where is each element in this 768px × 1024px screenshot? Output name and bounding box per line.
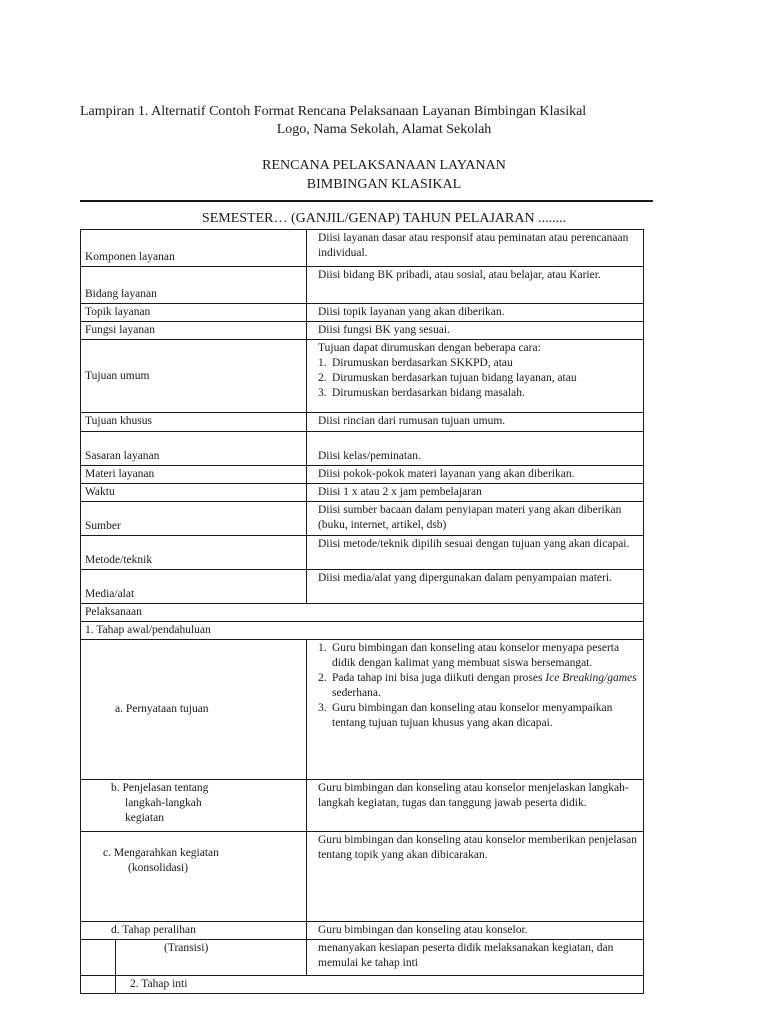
table-row (81, 922, 644, 940)
row-value-komponen: Diisi layanan dasar atau responsif atau peminatan atau perencanaan individual. (307, 230, 644, 267)
row-value-metode: Diisi metode/teknik dipilih sesuai dengan tujuan yang akan dicapai. (307, 536, 644, 570)
table-row (81, 832, 644, 922)
row-value-bidang: Diisi bidang BK pribadi, atau sosial, atau belajar, atau Karier. (307, 267, 644, 304)
list-item: 3. Dirumuskan berdasarkan bidang masalah. (318, 387, 525, 399)
row-label-media: Media/alat (81, 570, 307, 604)
row-label-tujuan-khusus: Tujuan khusus (81, 413, 307, 432)
table-row (81, 940, 644, 976)
row-value-materi: Diisi pokok-pokok materi layanan yang akan diberikan. (307, 466, 644, 484)
row-label-peralihan: d. Tahap peralihan (81, 922, 307, 940)
tujuan-umum-list (318, 356, 639, 401)
table-row (81, 230, 644, 267)
row-value-pernyataan-tujuan (307, 640, 644, 780)
row-label-sasaran: Sasaran layanan (81, 432, 307, 466)
row-label-tujuan-umum: Tujuan umum (81, 340, 307, 413)
semester-line: SEMESTER… (GANJIL/GENAP) TAHUN PELAJARAN ........ (201, 211, 567, 226)
document-title-line1: RENCANA PELAKSANAAN LAYANAN (262, 158, 506, 173)
list-item: 2. Dirumuskan berdasarkan tujuan bidang layanan, atau (318, 372, 577, 384)
row-label-mengarahkan: c. Mengarahkan kegiatan (konsolidasi) (81, 832, 307, 922)
table-row (81, 340, 644, 413)
attachment-heading: Lampiran 1. Alternatif Contoh Format Rencana Pelaksanaan Layanan Bimbingan Klasikal (80, 104, 587, 119)
list-item: 3. Guru bimbingan dan konseling atau konselor menyampaikan tentang tujuan tujuan khusus yang akan dicapai. (318, 702, 613, 729)
row-value-penjelasan: Guru bimbingan dan konseling atau konselor menjelaskan langkah-langkah kegiatan, tugas dan tanggung jawab peserta didik. (307, 780, 644, 832)
row-value-sasaran: Diisi kelas/peminatan. (307, 432, 644, 466)
row-value-topik: Diisi topik layanan yang akan diberikan. (307, 304, 644, 322)
row-label-materi: Materi layanan (81, 466, 307, 484)
table-row (81, 780, 644, 832)
list-item: 1. Guru bimbingan dan konseling atau konselor menyapa peserta didik dengan kalimat yang membuat siswa bersemangat. (318, 642, 620, 669)
row-label-penjelasan: b. Penjelasan tentang langkah-langkah kegiatan (81, 780, 307, 832)
row-value-tujuan-umum (307, 340, 644, 413)
list-item: 1. Dirumuskan berdasarkan SKKPD, atau (318, 357, 513, 369)
title-divider (80, 200, 653, 202)
row-value-tujuan-khusus: Diisi rincian dari rumusan tujuan umum. (307, 413, 644, 432)
row-value-fungsi: Diisi fungsi BK yang sesuai. (307, 322, 644, 340)
table-row (81, 432, 644, 466)
table-row (81, 976, 644, 994)
pernyataan-tujuan-list (318, 641, 639, 731)
row-label-pelaksanaan: Pelaksanaan (81, 604, 644, 622)
indent-cell (81, 976, 116, 994)
table-row (81, 622, 644, 640)
row-value-media: Diisi media/alat yang dipergunakan dalam penyampaian materi. (307, 570, 644, 604)
row-label-sumber: Sumber (81, 502, 307, 536)
table-row (81, 536, 644, 570)
document-title-line2: BIMBINGAN KLASIKAL (306, 177, 462, 192)
row-label-komponen: Komponen layanan (81, 230, 307, 267)
table-row (81, 413, 644, 432)
table-row (81, 484, 644, 502)
lesson-plan-table (80, 229, 644, 994)
row-value-mengarahkan: Guru bimbingan dan konseling atau konselor memberikan penjelasan tentang topik yang akan dibicarakan. (307, 832, 644, 922)
table-row (81, 466, 644, 484)
row-label-tahap-awal: 1. Tahap awal/pendahuluan (81, 622, 644, 640)
row-label-tahap-inti: 2. Tahap inti (116, 976, 644, 994)
row-label-bidang: Bidang layanan (81, 267, 307, 304)
list-item: 2. Pada tahap ini bisa juga diikuti dengan proses Ice Breaking/games sederhana. (318, 672, 637, 699)
row-value-waktu: Diisi 1 x atau 2 x jam pembelajaran (307, 484, 644, 502)
row-label-waktu: Waktu (81, 484, 307, 502)
row-value-transisi: menanyakan kesiapan peserta didik melaksanakan kegiatan, dan memulai ke tahap inti (307, 940, 644, 976)
table-row (81, 304, 644, 322)
table-row (81, 322, 644, 340)
indent-cell (81, 940, 116, 976)
row-label-topik: Topik layanan (81, 304, 307, 322)
row-value-peralihan: Guru bimbingan dan konseling atau konselor. (307, 922, 644, 940)
row-label-fungsi: Fungsi layanan (81, 322, 307, 340)
tujuan-umum-intro: Tujuan dapat dirumuskan dengan beberapa cara: (318, 342, 541, 354)
table-row (81, 570, 644, 604)
row-value-sumber: Diisi sumber bacaan dalam penyiapan materi yang akan diberikan (buku, internet, artikel, dsb) (307, 502, 644, 536)
table-row (81, 502, 644, 536)
row-label-transisi: (Transisi) (116, 940, 307, 976)
table-row (81, 640, 644, 780)
school-identity-line: Logo, Nama Sekolah, Alamat Sekolah (276, 122, 492, 137)
table-row (81, 604, 644, 622)
table-row (81, 267, 644, 304)
row-label-metode: Metode/teknik (81, 536, 307, 570)
row-label-pernyataan-tujuan: a. Pernyataan tujuan (81, 640, 307, 780)
